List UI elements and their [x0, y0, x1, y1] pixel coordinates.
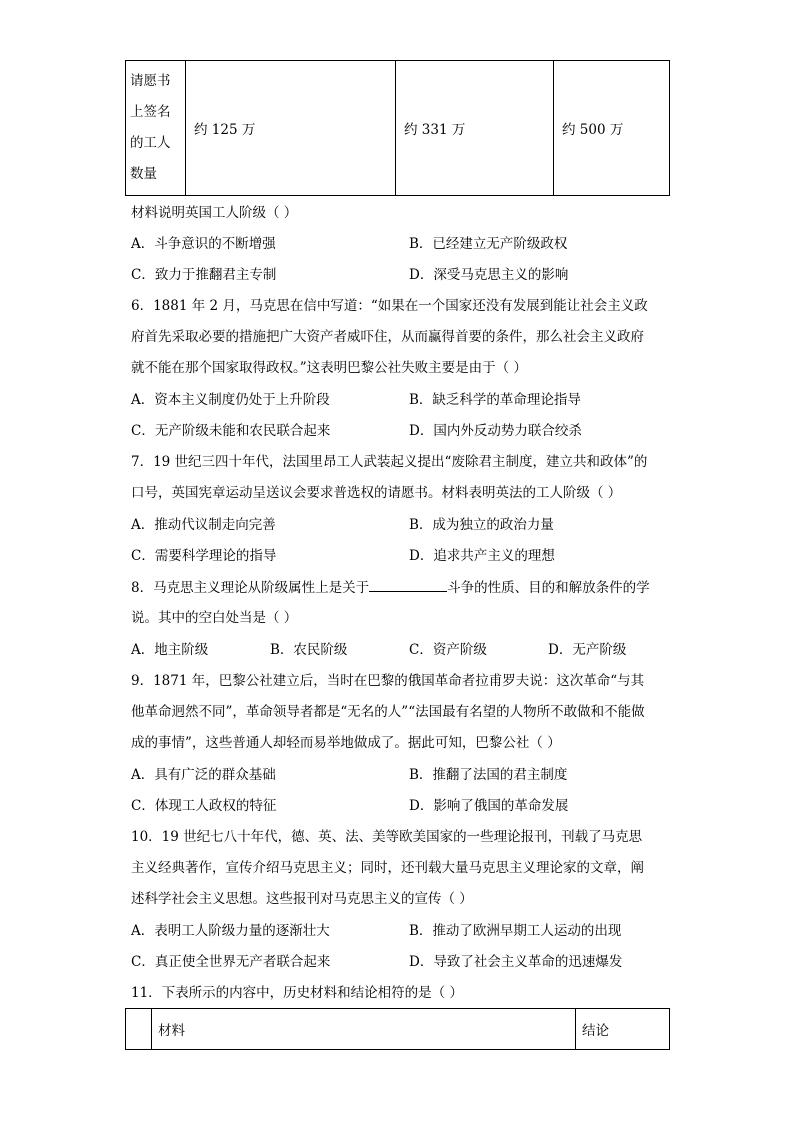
q9-option-d[interactable]: D．影响了俄国的革命发展 [409, 798, 569, 814]
q10-option-d[interactable]: D．导致了社会主义革命的迅速爆发 [409, 954, 623, 970]
q6-option-b[interactable]: B．缺乏科学的革命理论指导 [409, 392, 581, 408]
q5-option-d[interactable]: D．深受马克思主义的影响 [409, 267, 569, 283]
q8-option-d[interactable]: D．无产阶级 [548, 642, 627, 658]
q6-option-d[interactable]: D．国内外反动势力联合绞杀 [409, 423, 582, 439]
q7-option-c[interactable]: C．需要科学理论的指导 [131, 548, 277, 564]
q9-option-c[interactable]: C．体现工人政权的特征 [131, 798, 277, 814]
q10-option-b[interactable]: B．推动了欧洲早期工人运动的出现 [409, 923, 622, 939]
q9-stem-line: 他革命迥然不同”，革命领导者都是“无名的人”“法国最有名望的人物所不敢做和不能做 [131, 704, 645, 720]
q5-option-c[interactable]: C．致力于推翻君主专制 [131, 267, 277, 283]
q11-stem: 11．下表所示的内容中，历史材料和结论相符的是（ ） [131, 985, 463, 1001]
table-row [126, 61, 670, 196]
q10-stem-line: 主义经典著作，宣传介绍马克思主义；同时，还刊载大量马克思主义理论家的文章，阐 [131, 860, 644, 876]
table-cell: 约 500 万 [554, 61, 670, 196]
table-header-cell: 材料 [152, 1009, 576, 1050]
table-header-cell: 结论 [576, 1009, 670, 1050]
q9-option-b[interactable]: B．推翻了法国的君主制度 [409, 767, 568, 783]
q6-option-c[interactable]: C．无产阶级未能和农民联合起来 [131, 423, 331, 439]
table-cell: 约 125 万 [186, 61, 396, 196]
table-cell: 约 331 万 [396, 61, 554, 196]
q7-option-a[interactable]: A．推动代议制走向完善 [131, 517, 276, 533]
q8-option-c[interactable]: C．资产阶级 [409, 642, 487, 658]
q7-option-b[interactable]: B．成为独立的政治力量 [409, 517, 554, 533]
q10-stem-line: 述科学社会主义思想。这些报刊对马克思主义的宣传（ ） [131, 891, 473, 907]
q7-option-d[interactable]: D．追求共产主义的理想 [409, 548, 555, 564]
q10-option-a[interactable]: A．表明工人阶级力量的逐渐壮大 [131, 923, 330, 939]
q8-stem-line: 8．马克思主义理论从阶级属性上是关于 斗争的性质、目的和解放条件的学 [131, 577, 650, 598]
q6-stem-line: 就不能在那个国家取得政权。”这表明巴黎公社失败主要是由于（ ） [131, 360, 527, 376]
q10-stem-line: 10．19 世纪七八十年代，德、英、法、美等欧美国家的一些理论报刊，刊载了马克思 [131, 829, 643, 845]
q9-option-a[interactable]: A．具有广泛的群众基础 [131, 767, 276, 783]
fill-blank [369, 577, 447, 592]
q8-stem-line: 说。其中的空白处当是（ ） [131, 610, 298, 626]
q10-option-c[interactable]: C．真正使全世界无产者联合起来 [131, 954, 331, 970]
q5-option-b[interactable]: B．已经建立无产阶级政权 [409, 236, 568, 252]
table-row-label: 请愿书 上签名 的工人 数量 [126, 61, 186, 196]
q9-stem-line: 成的事情”，这些普通人却轻而易举地做成了。据此可知，巴黎公社（ ） [131, 735, 561, 751]
q8-option-b[interactable]: B．农民阶级 [270, 642, 348, 658]
table-row [126, 1009, 670, 1050]
q5-stem: 材料说明英国工人阶级（ ） [131, 205, 298, 221]
q8-option-a[interactable]: A．地主阶级 [131, 642, 209, 658]
petition-table [125, 60, 670, 196]
table-header-cell [126, 1009, 152, 1050]
q7-stem-line: 口号，英国宪章运动呈送议会要求普选权的请愿书。材料表明英法的工人阶级（ ） [131, 485, 622, 501]
material-conclusion-table [125, 1008, 670, 1050]
q6-option-a[interactable]: A．资本主义制度仍处于上升阶段 [131, 392, 330, 408]
q6-stem-line: 6．1881 年 2 月，马克思在信中写道：“如果在一个国家还没有发展到能让社会主义政 [131, 298, 648, 314]
q7-stem-line: 7．19 世纪三四十年代，法国里昂工人武装起义提出“废除君主制度，建立共和政体”的 [131, 454, 648, 470]
q9-stem-line: 9．1871 年，巴黎公社建立后，当时在巴黎的俄国革命者拉甫罗夫说：这次革命“与其 [131, 673, 645, 689]
q6-stem-line: 府首先采取必要的措施把广大资产者威吓住，从而赢得首要的条件，那么社会主义政府 [131, 329, 644, 345]
q5-option-a[interactable]: A．斗争意识的不断增强 [131, 236, 276, 252]
